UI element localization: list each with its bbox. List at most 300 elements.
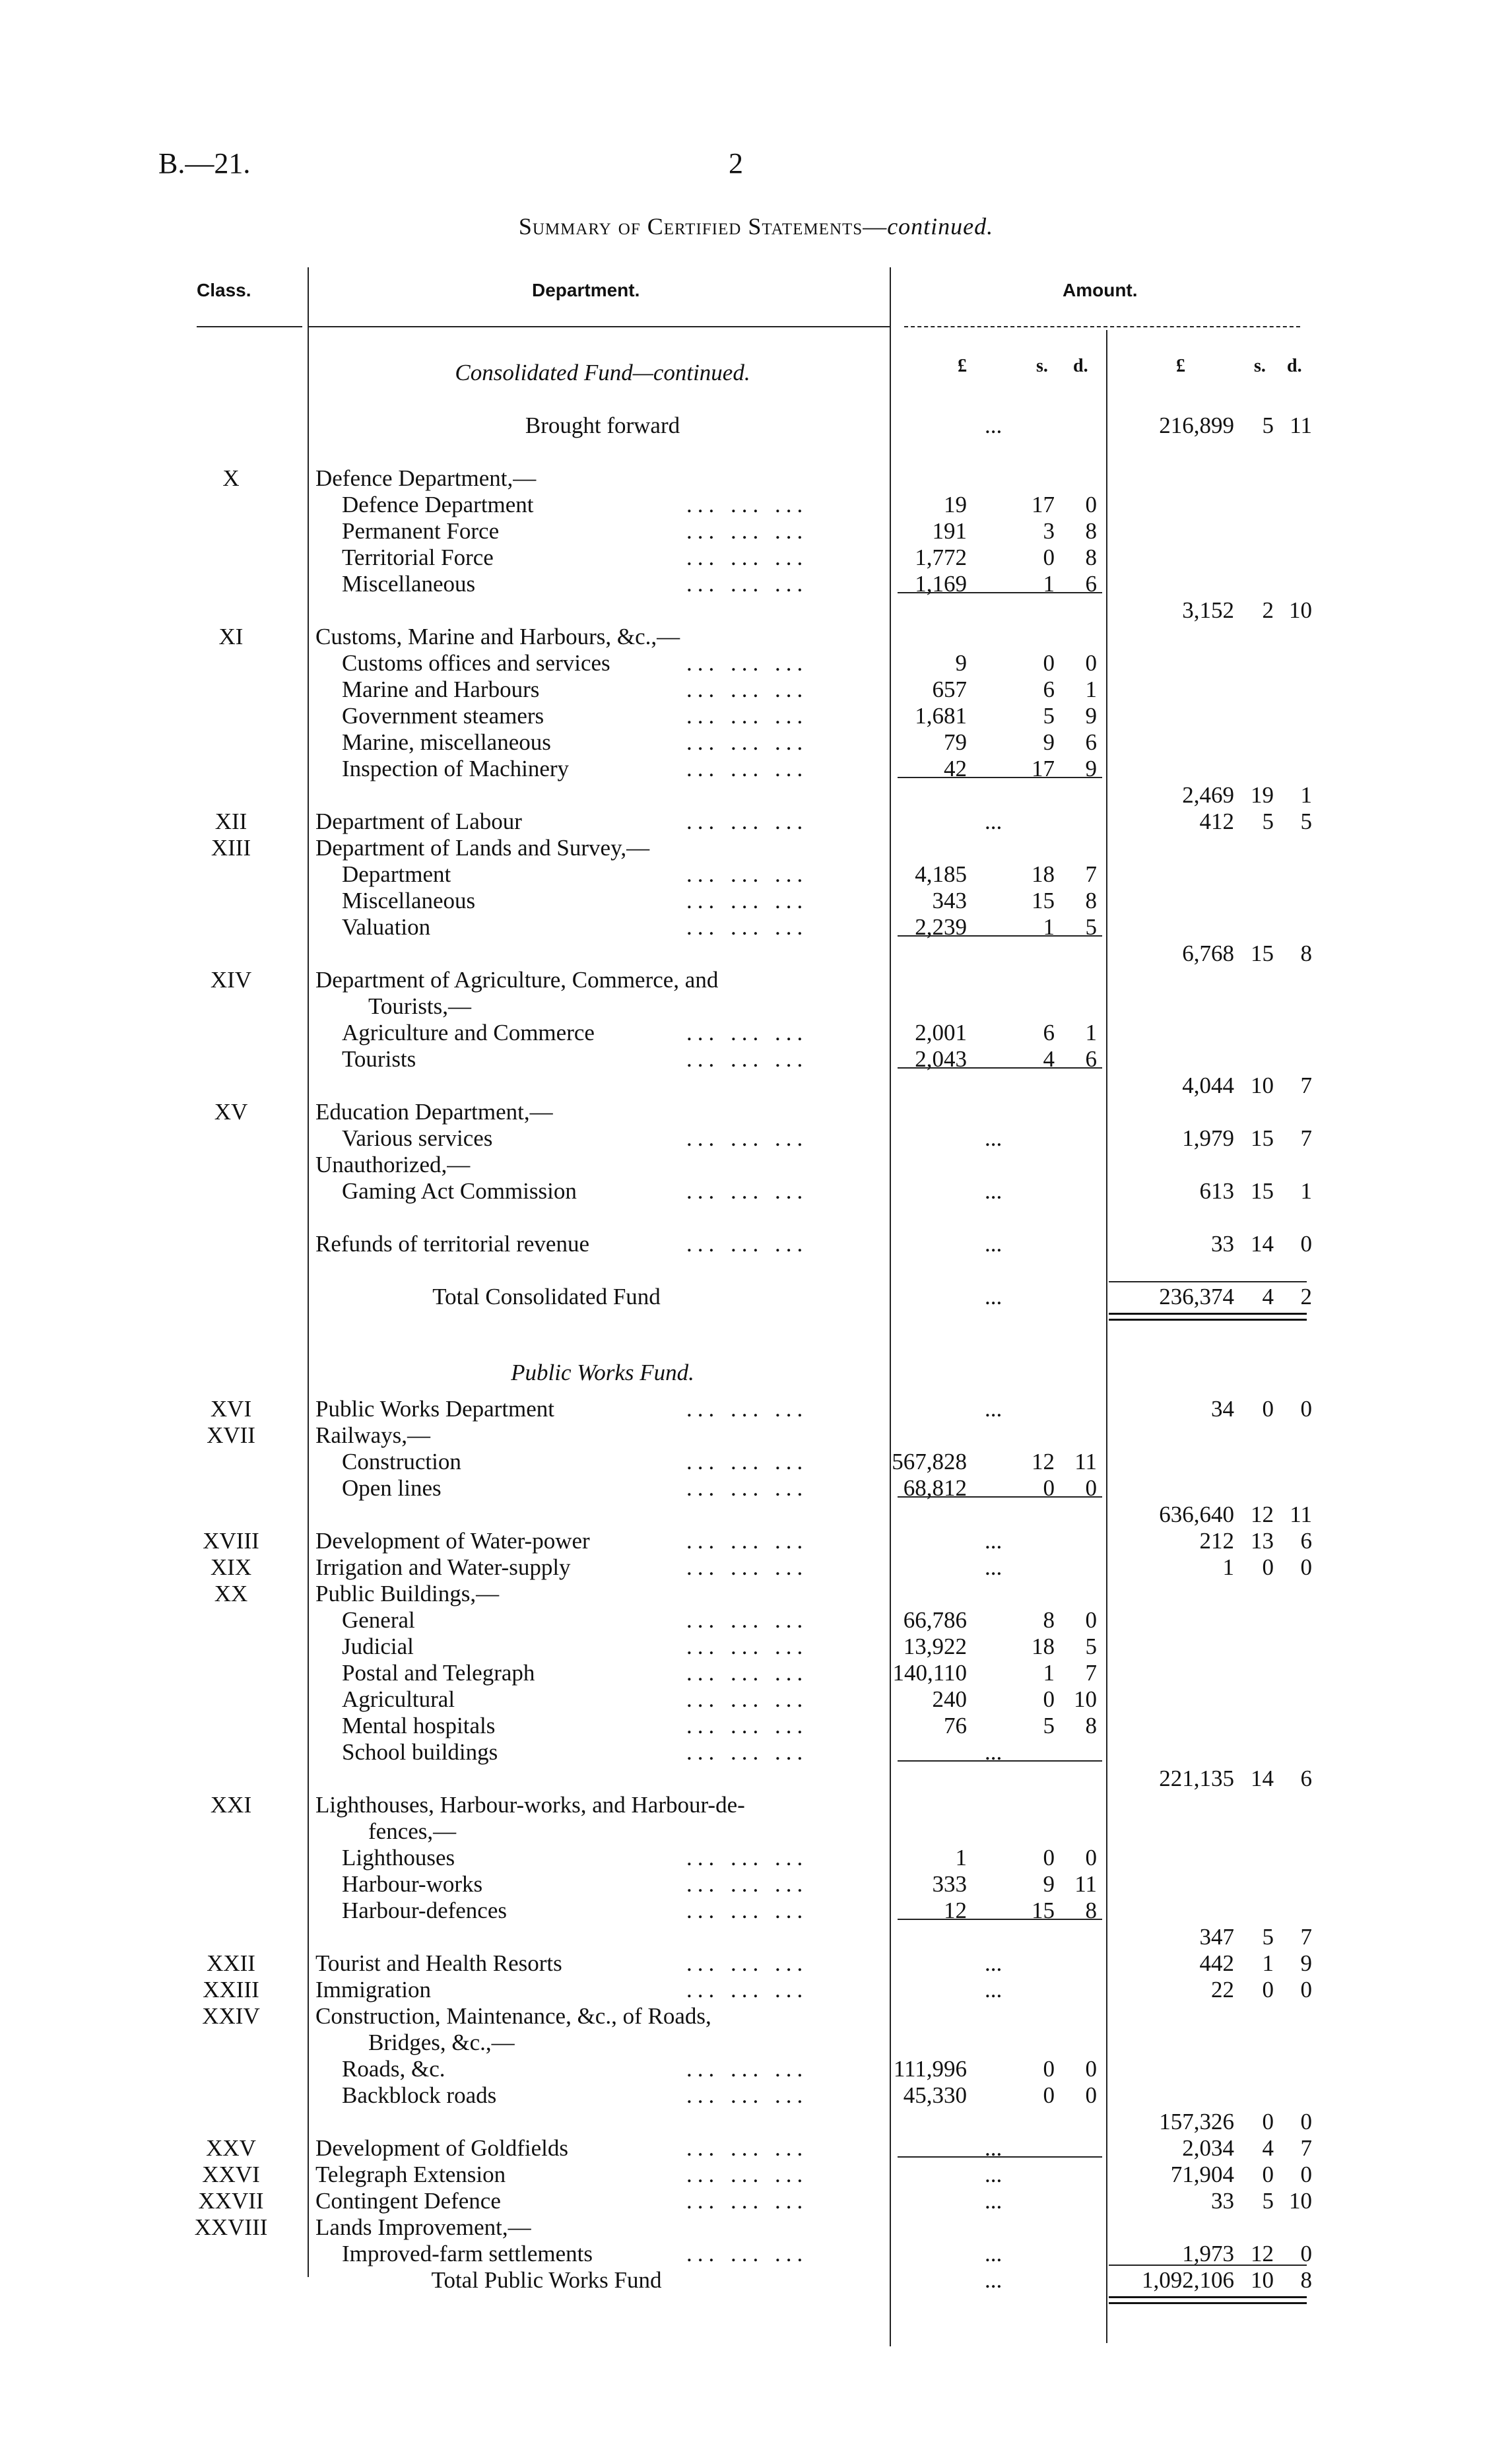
table-row: [0, 2214, 1512, 2241]
row-label: Defence Department: [342, 492, 534, 517]
leader-dots: ... ... ...: [686, 1396, 808, 1422]
inner-pounds: 1,772: [915, 545, 967, 570]
leader-dots: ... ... ...: [686, 2056, 808, 2082]
row-label: Harbour-works: [342, 1871, 483, 1897]
row-label: School buildings: [342, 1739, 498, 1765]
class-numeral: XXII: [207, 1950, 255, 1976]
row-label: Telegraph Extension: [315, 2162, 506, 2187]
leader-dots: ... ... ...: [686, 1231, 808, 1257]
row-label: Defence Department,—: [315, 465, 537, 491]
inner-shillings: 15: [1032, 1898, 1055, 1923]
outer-pence: 7: [1300, 2135, 1312, 2161]
class-numeral: XII: [214, 809, 247, 834]
outer-shillings: 13: [1251, 1528, 1274, 1554]
total-rule-above: [1109, 1281, 1307, 1282]
table-row: [0, 650, 1512, 677]
row-label: Open lines: [342, 1475, 442, 1501]
amount-column-header: Amount.: [1063, 280, 1138, 300]
table-row: [0, 1713, 1512, 1739]
leader-dots: ... ... ...: [686, 1607, 808, 1633]
table-row: [0, 360, 1512, 386]
inner-shillings: 12: [1032, 1449, 1055, 1474]
leader-dots: ... ... ...: [686, 729, 808, 755]
class-numeral: XXVII: [198, 2188, 264, 2214]
sum-rule: [898, 1496, 1102, 1498]
outer-pounds: 3,152: [1182, 597, 1234, 623]
outer-shillings: 5: [1262, 413, 1274, 438]
outer-pounds: 1: [1222, 1554, 1234, 1580]
leader-dots: ... ... ...: [686, 1713, 808, 1738]
row-label: Various services: [342, 1125, 493, 1151]
outer-pence-head: d.: [1287, 356, 1302, 376]
inner-pence: 8: [1085, 888, 1097, 913]
table-row: [0, 2082, 1512, 2109]
outer-shillings: 12: [1251, 1502, 1274, 1527]
outer-pence: 0: [1300, 1554, 1312, 1580]
row-label: Government steamers: [342, 703, 544, 729]
outer-pounds: 2,034: [1182, 2135, 1234, 2161]
row-label: Public Works Fund.: [511, 1360, 694, 1385]
row-label: fences,—: [368, 1818, 457, 1844]
inner-pence: 0: [1085, 650, 1097, 676]
inner-pence: 0: [1085, 2082, 1097, 2108]
row-label: Inspection of Machinery: [342, 756, 570, 781]
inner-pounds: 111,996: [893, 2056, 967, 2082]
row-label: Agricultural: [342, 1686, 455, 1712]
inner-pounds: 2,043: [915, 1046, 967, 1072]
inner-placeholder-dots: ...: [985, 1396, 1003, 1422]
outer-shillings: 4: [1262, 2135, 1274, 2161]
leader-dots: ... ... ...: [686, 703, 808, 729]
inner-placeholder-dots: ...: [985, 2135, 1003, 2161]
total-rule-above: [1109, 2265, 1307, 2266]
outer-pounds: 221,135: [1159, 1766, 1234, 1791]
table-row: [0, 809, 1512, 835]
outer-pence: 10: [1289, 2188, 1312, 2214]
inner-shillings: 0: [1043, 2056, 1055, 2082]
inner-shillings: 0: [1043, 650, 1055, 676]
inner-pence: 0: [1085, 2056, 1097, 2082]
inner-shillings: 0: [1043, 1686, 1055, 1712]
inner-pence: 7: [1085, 861, 1097, 887]
leader-dots: ... ... ...: [686, 2188, 808, 2214]
table-row: [0, 1152, 1512, 1178]
class-numeral: XXVI: [202, 2162, 260, 2187]
table-row: [0, 1607, 1512, 1634]
table-row: [0, 677, 1512, 703]
outer-pounds: 71,904: [1170, 2162, 1234, 2187]
leader-dots: ... ... ...: [686, 2241, 808, 2266]
inner-shillings: 4: [1043, 1046, 1055, 1072]
row-label: General: [342, 1607, 415, 1633]
leader-dots: ... ... ...: [686, 2162, 808, 2187]
outer-pounds: 1,973: [1182, 2241, 1234, 2266]
table-row: [0, 1950, 1512, 1977]
outer-pence: 9: [1300, 1950, 1312, 1976]
row-label: Education Department,—: [315, 1099, 553, 1125]
table-row: [0, 1284, 1512, 1310]
leader-dots: ... ... ...: [686, 1686, 808, 1712]
outer-pence: 0: [1300, 2162, 1312, 2187]
outer-shillings: 0: [1262, 2162, 1274, 2187]
outer-shillings-head: s.: [1254, 356, 1266, 376]
table-row: [0, 1475, 1512, 1502]
row-label: Contingent Defence: [315, 2188, 501, 2214]
inner-pence: 6: [1085, 729, 1097, 755]
leader-dots: ... ... ...: [686, 571, 808, 597]
inner-pounds: 45,330: [903, 2082, 967, 2108]
page-number: 2: [729, 147, 743, 180]
sum-rule: [898, 1760, 1102, 1762]
row-label: Immigration: [315, 1977, 431, 2002]
row-label: Mental hospitals: [342, 1713, 496, 1738]
inner-pence: 7: [1085, 1660, 1097, 1686]
inner-placeholder-dots: ...: [985, 2267, 1003, 2293]
inner-pounds: 79: [944, 729, 967, 755]
table-row: [0, 756, 1512, 782]
header-rule-class: [197, 326, 302, 327]
class-numeral: XI: [218, 624, 244, 649]
table-row: [0, 1818, 1512, 1845]
total-double-rule: [1109, 1313, 1307, 1321]
inner-pounds: 1: [955, 1845, 967, 1870]
table-row: [0, 941, 1512, 967]
inner-pence: 5: [1085, 1634, 1097, 1659]
table-row: [0, 1125, 1512, 1152]
row-label: Irrigation and Water-supply: [315, 1554, 571, 1580]
inner-shillings: 5: [1043, 703, 1055, 729]
sum-rule: [898, 1067, 1102, 1069]
inner-pence: 1: [1085, 677, 1097, 702]
inner-pounds: 2,001: [915, 1020, 967, 1045]
title-continued: continued.: [887, 213, 994, 240]
row-label: Department of Agriculture, Commerce, and: [315, 967, 719, 993]
department-column-header: Department.: [532, 280, 640, 300]
outer-pounds: 2,469: [1182, 782, 1234, 808]
inner-pounds: 19: [944, 492, 967, 517]
outer-pence: 2: [1300, 1284, 1312, 1309]
outer-pence: 1: [1300, 782, 1312, 808]
outer-pounds: 33: [1211, 1231, 1234, 1257]
inner-pence: 11: [1074, 1871, 1097, 1897]
table-row: [0, 1554, 1512, 1581]
leader-dots: ... ... ...: [686, 1977, 808, 2002]
outer-pence: 0: [1300, 1231, 1312, 1257]
leader-dots: ... ... ...: [686, 1449, 808, 1474]
inner-placeholder-dots: ...: [985, 1231, 1003, 1257]
outer-shillings: 14: [1251, 1231, 1274, 1257]
class-numeral: XIV: [210, 967, 252, 993]
outer-pence: 7: [1300, 1924, 1312, 1950]
outer-pence: 7: [1300, 1073, 1312, 1098]
table-row: [0, 835, 1512, 861]
inner-pence: 8: [1085, 1713, 1097, 1738]
outer-pounds: 236,374: [1159, 1284, 1234, 1309]
inner-placeholder-dots: ...: [985, 1739, 1003, 1765]
leader-dots: ... ... ...: [686, 888, 808, 913]
inner-pence: 9: [1085, 756, 1097, 781]
table-row: [0, 2135, 1512, 2162]
table-row: [0, 729, 1512, 756]
inner-shillings: 6: [1043, 1020, 1055, 1045]
leader-dots: ... ... ...: [686, 914, 808, 940]
table-row: [0, 1924, 1512, 1950]
outer-pence: 8: [1300, 2267, 1312, 2293]
outer-shillings: 5: [1262, 1924, 1274, 1950]
outer-shillings: 15: [1251, 1178, 1274, 1204]
inner-placeholder-dots: ...: [985, 1528, 1003, 1554]
inner-pounds-head: £: [958, 356, 967, 376]
table-row: [0, 703, 1512, 729]
inner-shillings: 0: [1043, 545, 1055, 570]
row-label: Department: [342, 861, 451, 887]
leader-dots: ... ... ...: [686, 1898, 808, 1923]
sum-rule: [898, 935, 1102, 937]
inner-placeholder-dots: ...: [985, 1284, 1003, 1309]
table-row: [0, 2267, 1512, 2294]
leader-dots: ... ... ...: [686, 1475, 808, 1501]
inner-pence: 1: [1085, 1020, 1097, 1045]
inner-pounds: 76: [944, 1713, 967, 1738]
outer-pounds: 6,768: [1182, 941, 1234, 966]
table-row: [0, 2003, 1512, 2030]
table-row: [0, 1660, 1512, 1686]
row-label: Consolidated Fund—continued.: [455, 360, 750, 385]
outer-pounds: 157,326: [1159, 2109, 1234, 2134]
leader-dots: ... ... ...: [686, 861, 808, 887]
inner-placeholder-dots: ...: [985, 1554, 1003, 1580]
leader-dots: ... ... ...: [686, 1020, 808, 1045]
table-row: [0, 1871, 1512, 1898]
leader-dots: ... ... ...: [686, 1125, 808, 1151]
inner-shillings: 0: [1043, 1475, 1055, 1501]
row-label: Gaming Act Commission: [342, 1178, 577, 1204]
inner-shillings: 8: [1043, 1607, 1055, 1633]
table-row: [0, 1360, 1512, 1386]
inner-placeholder-dots: ...: [985, 809, 1003, 834]
inner-pounds: 66,786: [903, 1607, 967, 1633]
outer-pounds: 347: [1199, 1924, 1234, 1950]
inner-shillings-head: s.: [1036, 356, 1048, 376]
leader-dots: ... ... ...: [686, 677, 808, 702]
leader-dots: ... ... ...: [686, 1871, 808, 1897]
inner-pence: 0: [1085, 1845, 1097, 1870]
inner-pounds: 333: [932, 1871, 967, 1897]
inner-pence-head: d.: [1073, 356, 1088, 376]
table-row: [0, 888, 1512, 914]
row-label: Marine, miscellaneous: [342, 729, 551, 755]
inner-placeholder-dots: ...: [985, 2188, 1003, 2214]
table-row: [0, 2188, 1512, 2214]
table-row: [0, 1977, 1512, 2003]
outer-pounds: 22: [1211, 1977, 1234, 2002]
table-row: [0, 967, 1512, 993]
inner-shillings: 17: [1032, 492, 1055, 517]
outer-pence: 11: [1290, 413, 1312, 438]
outer-shillings: 0: [1262, 1396, 1274, 1422]
row-label: Brought forward: [525, 413, 680, 438]
header-rule-department: [309, 326, 890, 327]
inner-shillings: 1: [1043, 914, 1055, 940]
table-row: [0, 1792, 1512, 1818]
table-row: [0, 2056, 1512, 2082]
row-label: Agriculture and Commerce: [342, 1020, 595, 1045]
table-row: [0, 1686, 1512, 1713]
class-column-header: Class.: [197, 280, 251, 300]
table-row: [0, 1581, 1512, 1607]
inner-pounds: 191: [932, 518, 967, 544]
row-label: Harbour-defences: [342, 1898, 507, 1923]
inner-shillings: 1: [1043, 571, 1055, 597]
leader-dots: ... ... ...: [686, 1528, 808, 1554]
row-label: Public Works Department: [315, 1396, 555, 1422]
outer-shillings: 4: [1262, 1284, 1274, 1309]
table-row: [0, 1845, 1512, 1871]
inner-pence: 6: [1085, 571, 1097, 597]
outer-pence: 10: [1289, 597, 1312, 623]
outer-shillings: 10: [1251, 2267, 1274, 2293]
total-double-rule: [1109, 2296, 1307, 2304]
outer-pounds-head: £: [1176, 356, 1185, 376]
outer-shillings: 12: [1251, 2241, 1274, 2266]
outer-shillings: 2: [1262, 597, 1274, 623]
inner-pence: 0: [1085, 1607, 1097, 1633]
sum-rule: [898, 592, 1102, 593]
outer-shillings: 0: [1262, 2109, 1274, 2134]
inner-pounds: 140,110: [892, 1660, 967, 1686]
outer-pence: 7: [1300, 1125, 1312, 1151]
outer-pounds: 34: [1211, 1396, 1234, 1422]
inner-shillings: 17: [1032, 756, 1055, 781]
table-row: [0, 1634, 1512, 1660]
table-row: [0, 2162, 1512, 2188]
row-label: Bridges, &c.,—: [368, 2030, 515, 2055]
leader-dots: ... ... ...: [686, 1634, 808, 1659]
page-title: [0, 213, 1512, 240]
inner-shillings: 6: [1043, 677, 1055, 702]
inner-pounds: 9: [955, 650, 967, 676]
table-row: [0, 1396, 1512, 1422]
inner-placeholder-dots: ...: [985, 1977, 1003, 2002]
class-numeral: XIII: [211, 835, 251, 861]
row-label: Lighthouses, Harbour-works, and Harbour-de-: [315, 1792, 745, 1818]
class-numeral: XXIV: [202, 2003, 260, 2029]
leader-dots: ... ... ...: [686, 1845, 808, 1870]
table-row: [0, 1099, 1512, 1125]
row-label: Unauthorized,—: [315, 1152, 471, 1177]
outer-pounds: 4,044: [1182, 1073, 1234, 1098]
row-label: Customs, Marine and Harbours, &c.,—: [315, 624, 680, 649]
row-label: Refunds of territorial revenue: [315, 1231, 589, 1257]
sum-rule: [898, 2156, 1102, 2158]
inner-pence: 8: [1085, 518, 1097, 544]
table-row: [0, 993, 1512, 1020]
row-label: Roads, &c.: [342, 2056, 445, 2082]
inner-pence: 6: [1085, 1046, 1097, 1072]
outer-pounds: 1,979: [1182, 1125, 1234, 1151]
row-label: Construction, Maintenance, &c., of Roads,: [315, 2003, 711, 2029]
row-label: Development of Water-power: [315, 1528, 590, 1554]
inner-placeholder-dots: ...: [985, 1178, 1003, 1204]
outer-pence: 5: [1300, 809, 1312, 834]
outer-shillings: 5: [1262, 2188, 1274, 2214]
table-row: [0, 782, 1512, 809]
outer-shillings: 19: [1251, 782, 1274, 808]
class-numeral: XV: [214, 1099, 248, 1125]
table-row: [0, 597, 1512, 624]
leader-dots: ... ... ...: [686, 809, 808, 834]
inner-shillings: 0: [1043, 1845, 1055, 1870]
inner-shillings: 5: [1043, 1713, 1055, 1738]
outer-pence: 8: [1300, 941, 1312, 966]
class-numeral: XXIII: [203, 1977, 259, 2002]
table-row: [0, 518, 1512, 545]
outer-shillings: 10: [1251, 1073, 1274, 1098]
row-label: Tourist and Health Resorts: [315, 1950, 562, 1976]
inner-pounds: 343: [932, 888, 967, 913]
inner-pounds: 68,812: [903, 1475, 967, 1501]
outer-shillings: 15: [1251, 941, 1274, 966]
table-row: [0, 2241, 1512, 2267]
inner-shillings: 18: [1032, 861, 1055, 887]
header-rule-amount: [904, 326, 1300, 327]
row-label: Railways,—: [315, 1422, 431, 1448]
outer-pence: 0: [1300, 2109, 1312, 2134]
row-label: Marine and Harbours: [342, 677, 540, 702]
class-numeral: XX: [214, 1581, 248, 1606]
outer-pounds: 212: [1199, 1528, 1234, 1554]
inner-shillings: 18: [1032, 1634, 1055, 1659]
outer-shillings: 0: [1262, 1554, 1274, 1580]
row-label: Miscellaneous: [342, 571, 476, 597]
leader-dots: ... ... ...: [686, 2135, 808, 2161]
sum-rule: [898, 777, 1102, 778]
inner-pence: 0: [1085, 1475, 1097, 1501]
row-label: Total Public Works Fund: [431, 2267, 662, 2293]
inner-pence: 9: [1085, 703, 1097, 729]
outer-shillings: 5: [1262, 809, 1274, 834]
inner-pounds: 12: [944, 1898, 967, 1923]
table-row: [0, 1502, 1512, 1528]
table-row: [0, 1020, 1512, 1046]
inner-pounds: 4,185: [915, 861, 967, 887]
leader-dots: ... ... ...: [686, 756, 808, 781]
inner-pence: 10: [1074, 1686, 1097, 1712]
row-label: Judicial: [342, 1634, 414, 1659]
table-row: [0, 1178, 1512, 1205]
row-label: Department of Labour: [315, 809, 522, 834]
inner-pounds: 2,239: [915, 914, 967, 940]
row-label: Development of Goldfields: [315, 2135, 568, 2161]
class-numeral: XVI: [210, 1396, 252, 1422]
inner-pence: 11: [1074, 1449, 1097, 1474]
inner-pounds: 1,169: [915, 571, 967, 597]
sum-rule: [898, 1919, 1102, 1920]
outer-pence: 0: [1300, 2241, 1312, 2266]
leader-dots: ... ... ...: [686, 1178, 808, 1204]
table-row: [0, 1231, 1512, 1257]
class-numeral: XXI: [210, 1792, 252, 1818]
row-label: Tourists,—: [368, 993, 472, 1019]
row-label: Tourists: [342, 1046, 416, 1072]
title-main: Summary of Certified Statements: [518, 213, 863, 240]
row-label: Lands Improvement,—: [315, 2214, 531, 2240]
leader-dots: ... ... ...: [686, 650, 808, 676]
table-row: [0, 1046, 1512, 1073]
table-row: [0, 624, 1512, 650]
table-row: [0, 545, 1512, 571]
inner-shillings: 0: [1043, 2082, 1055, 2108]
